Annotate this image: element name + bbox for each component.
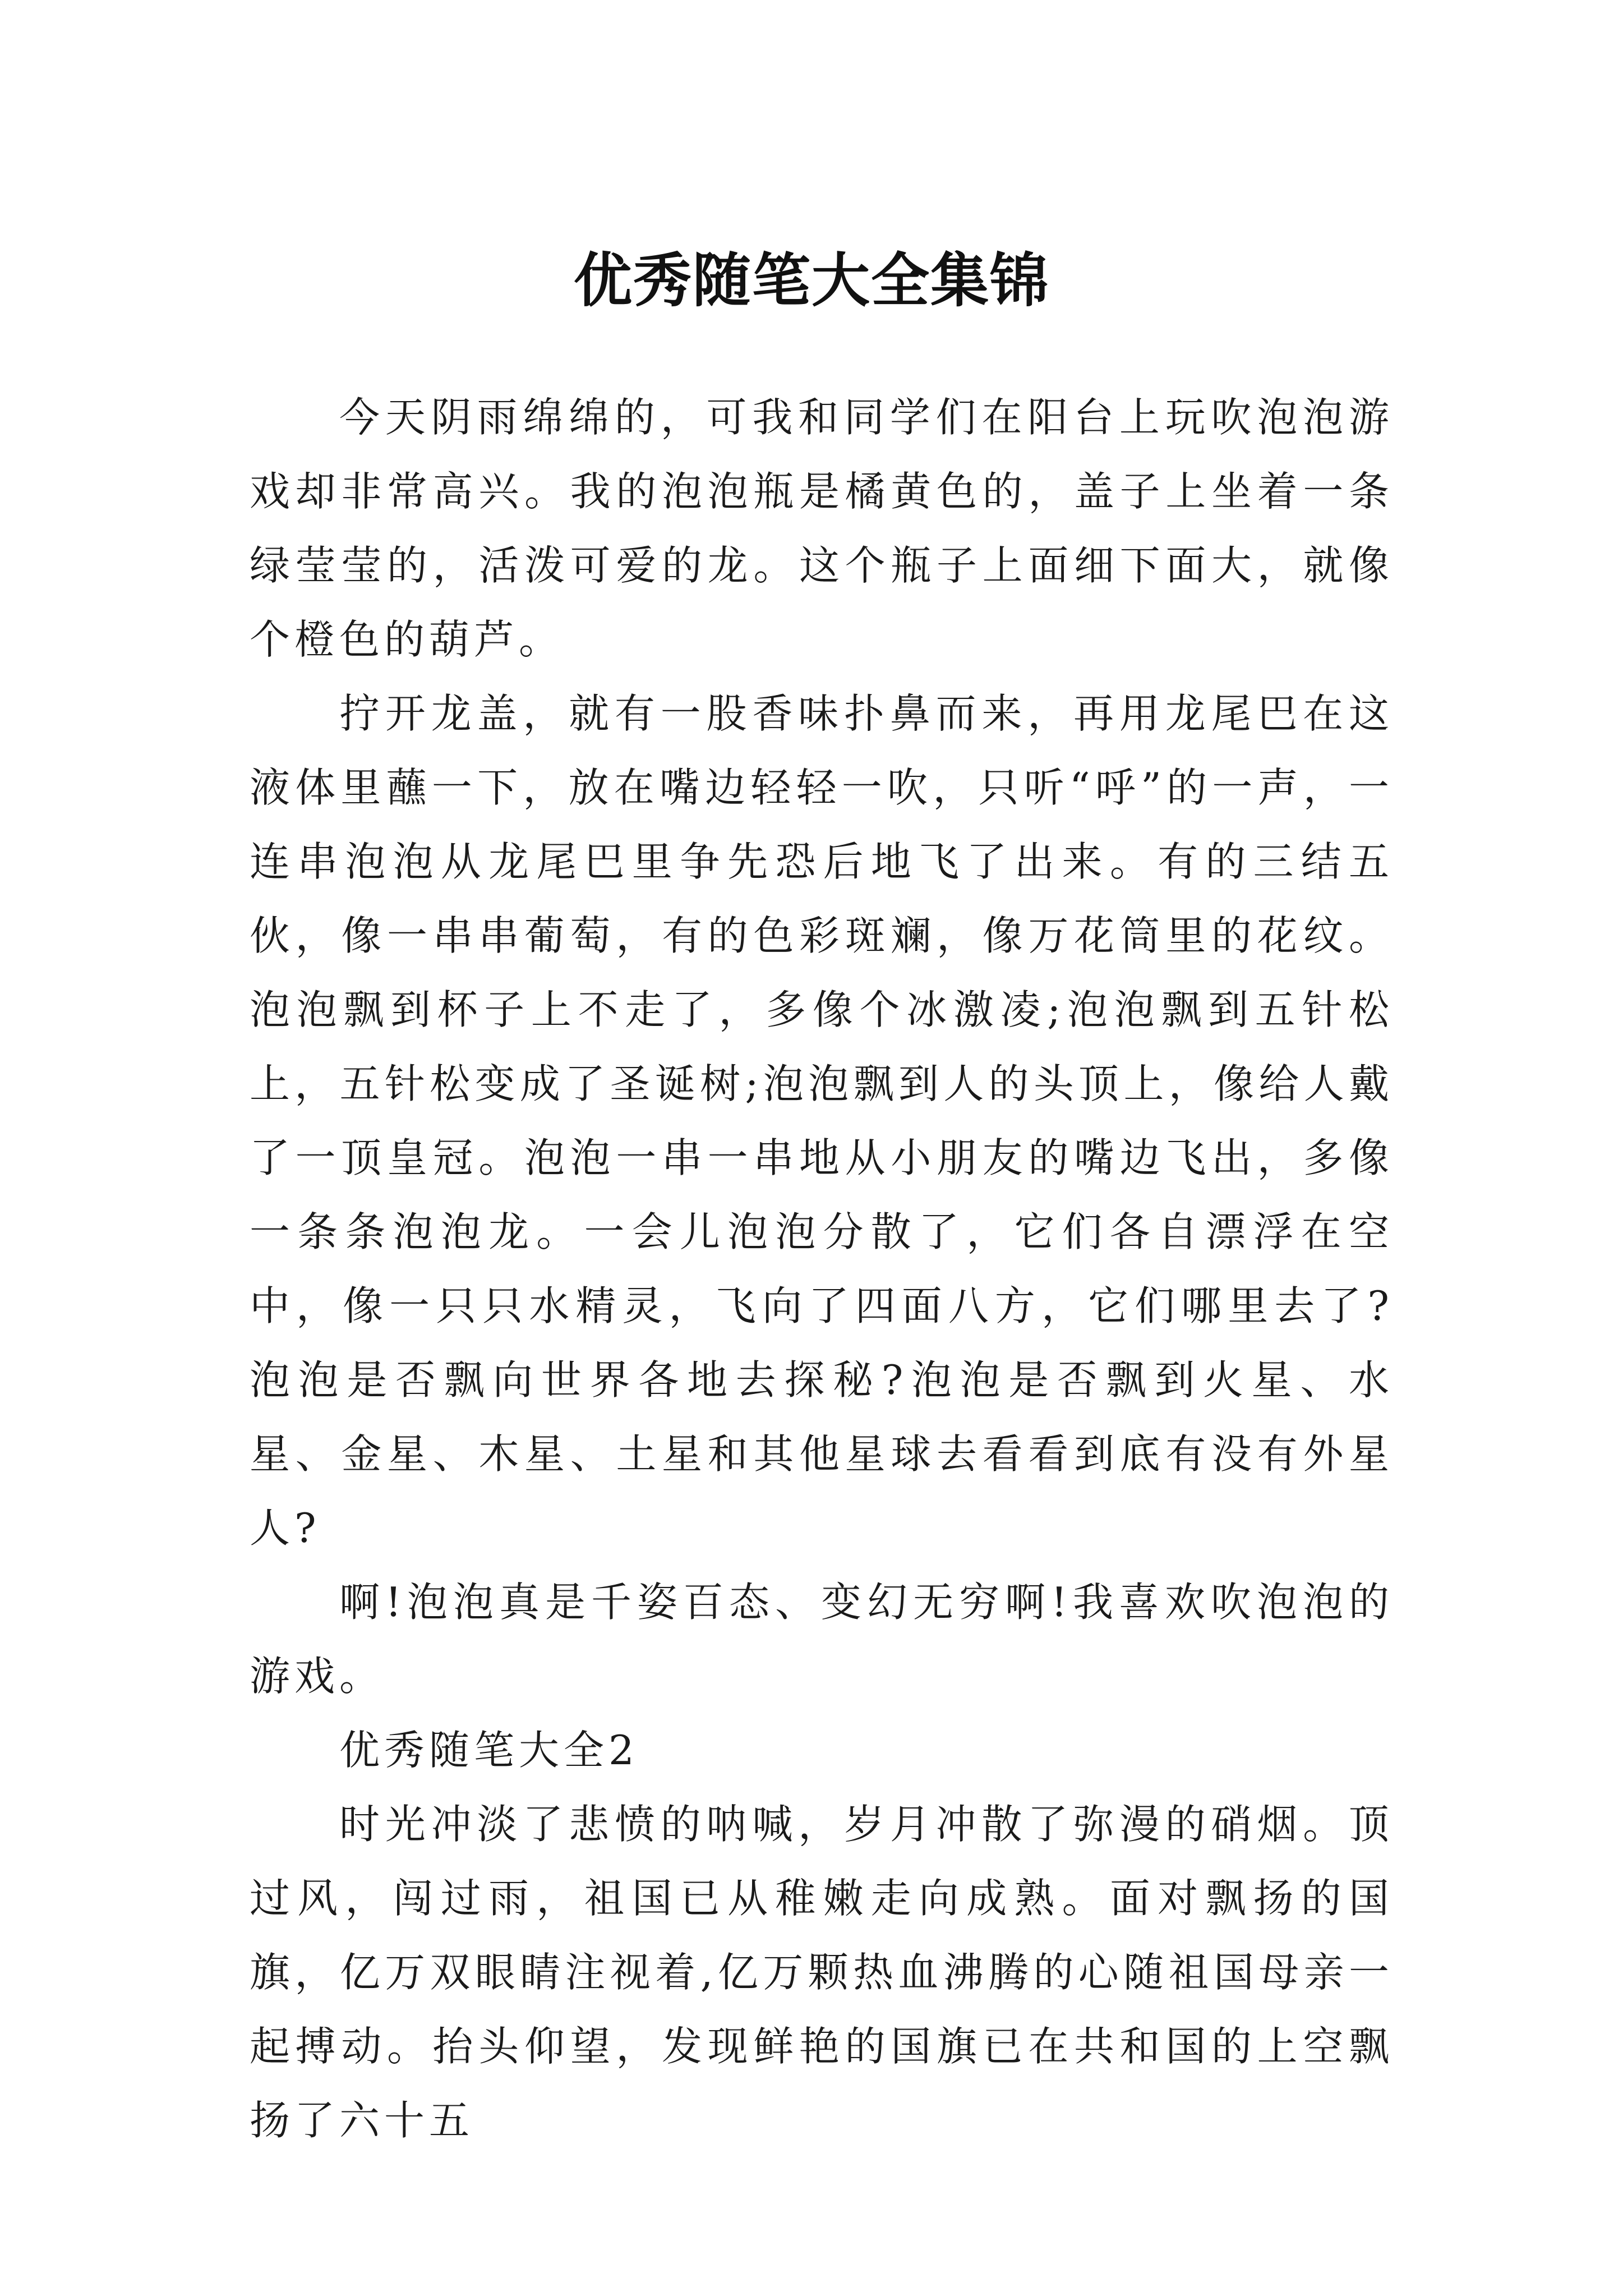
section-paragraph-1: 时光冲淡了悲愤的呐喊，岁月冲散了弥漫的硝烟。顶过风，闯过雨，祖国已从稚嫩走向成熟。面对飘扬的国旗，亿万双眼睛注视着,亿万颗热血沸腾的心随祖国母亲一起搏动。抬头仰望，发现鲜艳的国旗已在共和国的上空飘扬了六十五 xyxy=(250,1801,1394,2144)
paragraph-2: 拧开龙盖，就有一股香味扑鼻而来，再用龙尾巴在这液体里蘸一下，放在嘴边轻轻一吹，只听“呼”的一声，一连串泡泡从龙尾巴里争先恐后地飞了出来。有的三结五伙，像一串串葡萄，有的色彩斑斓，像万花筒里的花纹。泡泡飘到杯子上不走了，多像个冰激凌;泡泡飘到五针松上，五针松变成了圣诞树;泡泡飘到人的头顶上，像给人戴了一顶皇冠。泡泡一串一串地从小朋友的嘴边飞出，多像一条条泡泡龙。一会儿泡泡分散了，它们各自漂浮在空中，像一只只水精灵，飞向了四面八方，它们哪里去了?泡泡是否飘向世界各地去探秘?泡泡是否飘到火星、水星、金星、木星、土星和其他星球去看看到底有没有外星人? xyxy=(250,690,1394,1552)
paragraph-3: 啊!泡泡真是千姿百态、变幻无穷啊!我喜欢吹泡泡的游戏。 xyxy=(250,1579,1394,1700)
section-heading: 优秀随笔大全2 xyxy=(339,1727,639,1774)
paragraph-1: 今天阴雨绵绵的，可我和同学们在阳台上玩吹泡泡游戏却非常高兴。我的泡泡瓶是橘黄色的，盖子上坐着一条绿莹莹的，活泼可爱的龙。这个瓶子上面细下面大，就像个橙色的葫芦。 xyxy=(250,394,1394,663)
document-body xyxy=(250,380,1394,2157)
document-title: 优秀随笔大全集锦 xyxy=(573,245,1049,315)
